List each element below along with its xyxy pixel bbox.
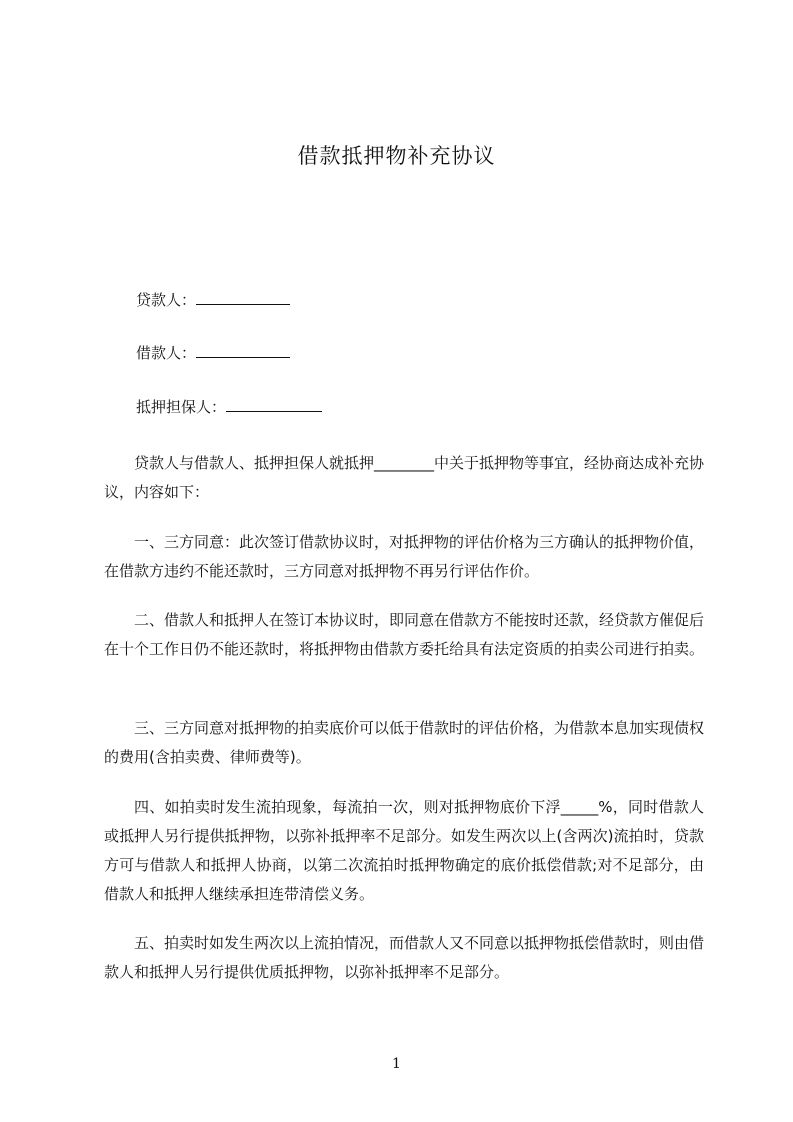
- guarantor-blank: [226, 397, 322, 412]
- borrower-label: 借款人：: [136, 344, 197, 362]
- lender-blank: [196, 290, 290, 305]
- clause-3: 三、三方同意对抵押物的拍卖底价可以低于借款时的评估价格，为借款本息加实现债权的费用(含拍卖费、律师费等)。: [104, 719, 705, 766]
- borrower-field: [136, 343, 290, 363]
- clause-5: 五、拍卖时如发生两次以上流拍情况，而借款人又不同意以抵押物抵偿借款时，则由借款人和抵押人另行提供优质抵押物，以弥补抵押率不足部分。: [104, 934, 705, 981]
- document-title: 借款抵押物补充协议: [297, 144, 496, 168]
- clause-1: 一、三方同意：此次签订借款协议时，对抵押物的评估价格为三方确认的抵押物价值，在借款方违约不能还款时，三方同意对抵押物不再另行评估作价。: [104, 533, 705, 580]
- clause-4: 四、如拍卖时发生流拍现象，每流拍一次，则对抵押物底价下浮_____%，同时借款人或抵押人另行提供抵押物，以弥补抵押率不足部分。如发生两次以上(含两次)流拍时，贷款方可与借款人和抵押人协商，以第二次流拍时抵押物确定的底价抵偿借款;对不足部分，由借款人和抵押人继续承担连带清偿义务。: [104, 798, 704, 903]
- clause-2: 二、借款人和抵押人在签订本协议时，即同意在借款方不能按时还款，经贷款方催促后在十个工作日仍不能还款时，将抵押物由借款方委托给具有法定资质的拍卖公司进行拍卖。: [104, 611, 705, 658]
- guarantor-label: 抵押担保人：: [136, 398, 227, 416]
- lender-field: [136, 290, 290, 310]
- borrower-blank: [196, 343, 290, 358]
- page-number: 1: [392, 1056, 401, 1072]
- intro-paragraph: 贷款人与借款人、抵押担保人就抵押________中关于抵押物等事宜，经协商达成补充协议，内容如下：: [104, 454, 705, 501]
- lender-label: 贷款人：: [136, 291, 197, 309]
- guarantor-field: [136, 397, 322, 417]
